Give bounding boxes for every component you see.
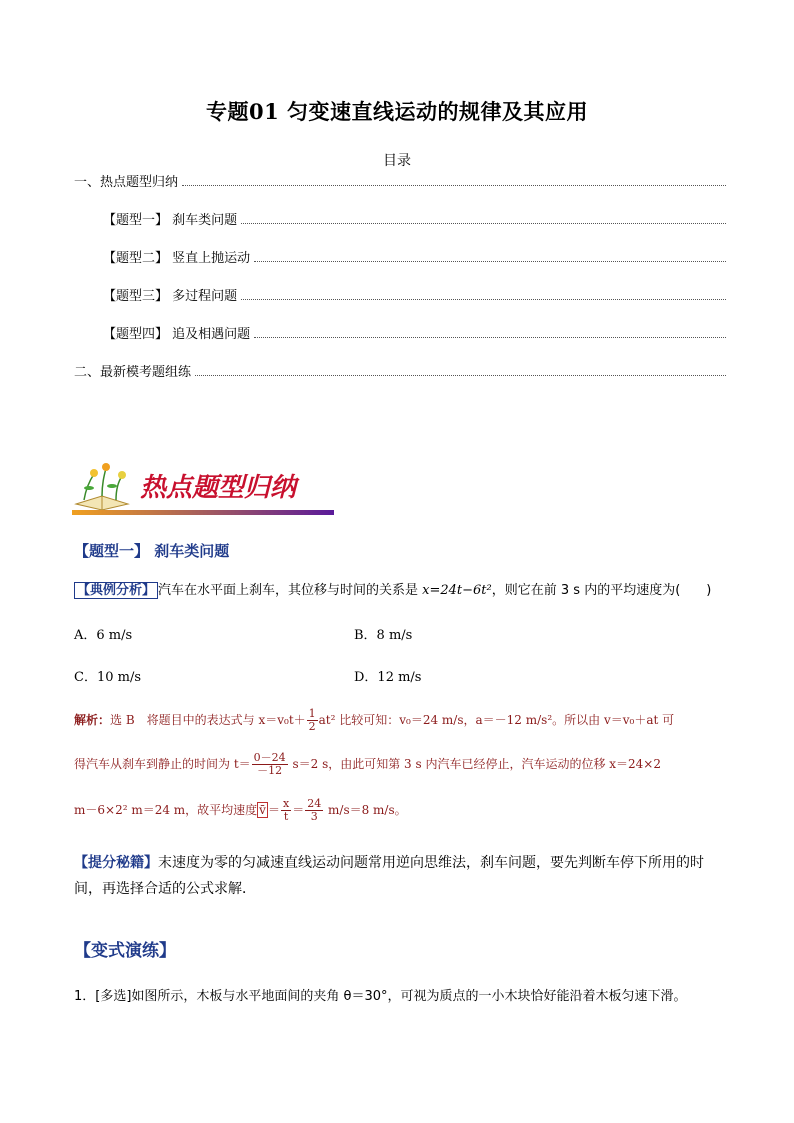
option-d[interactable]: D．12 m/s xyxy=(354,670,422,685)
solution-line xyxy=(74,708,674,733)
toc-item[interactable] xyxy=(74,172,726,190)
toc-item-label: 【题型三】 多过程问题 xyxy=(103,289,238,304)
solution-text: 选 B 将题目中的表达式与 x＝v₀t＋ xyxy=(110,713,306,727)
fraction-numerator: 24 xyxy=(307,797,322,810)
fraction xyxy=(305,798,323,823)
solution-line xyxy=(74,752,661,777)
fraction-denominator: t xyxy=(283,810,289,823)
toc-leader xyxy=(182,185,726,186)
toc-item-label: 【题型四】 追及相遇问题 xyxy=(103,327,251,342)
banner-bar xyxy=(72,510,334,515)
toc-item[interactable] xyxy=(103,286,726,304)
fraction-numerator: 1 xyxy=(308,707,316,720)
solution-text: m－6×2² m＝24 m，故平均速度 xyxy=(74,803,258,817)
option-b[interactable]: B．8 m/s xyxy=(354,628,413,643)
toc-item[interactable] xyxy=(103,324,726,342)
tip-tag: 【提分秘籍】 xyxy=(74,855,158,871)
toc-item-label: 【题型二】 竖直上抛运动 xyxy=(103,251,251,266)
fraction-denominator: －12 xyxy=(257,764,283,777)
option-a[interactable]: A．6 m/s xyxy=(74,628,133,643)
exercise-item: 1．[多选]如图所示，木板与水平地面间的夹角 θ＝30°，可视为质点的一小木块恰好能沿着木板匀速下滑。 xyxy=(74,989,687,1004)
banner-title: 热点题型归纳 xyxy=(140,473,297,503)
equals-sign: ＝ xyxy=(292,803,305,817)
solution-text: m/s＝8 m/s。 xyxy=(324,803,407,817)
fraction-numerator: x xyxy=(282,797,290,810)
toc-item[interactable] xyxy=(74,362,726,380)
equals-sign: ＝ xyxy=(267,803,280,817)
fraction-denominator: 2 xyxy=(308,720,316,733)
tip-paragraph xyxy=(74,850,724,902)
solution-text: s＝2 s，由此可知第 3 s 内汽车已经停止，汽车运动的位移 x＝24×2 xyxy=(288,757,662,771)
toc-leader xyxy=(254,337,726,338)
section-heading: 【题型一】 刹车类问题 xyxy=(74,542,230,560)
toc-leader xyxy=(241,223,726,224)
fraction xyxy=(307,708,318,733)
average-velocity-symbol: v̄ xyxy=(259,803,266,817)
toc-item-label: 【题型一】 刹车类问题 xyxy=(103,213,238,228)
section-banner xyxy=(72,460,334,516)
question-text-end: ，则它在前 3 s 内的平均速度为( ) xyxy=(491,583,712,598)
question-formula: x=24t−6t² xyxy=(422,583,492,598)
toc-item[interactable] xyxy=(103,210,726,228)
solution-label: 解析： xyxy=(74,713,111,727)
question-text: 汽车在水平面上刹车，其位移与时间的关系是 xyxy=(158,583,423,598)
variation-heading: 【变式演练】 xyxy=(74,941,176,961)
example-question xyxy=(74,581,711,601)
fraction xyxy=(281,798,291,823)
solution-text: 得汽车从刹车到静止的时间为 t＝ xyxy=(74,757,251,771)
toc-leader xyxy=(254,261,726,262)
fraction xyxy=(252,752,288,777)
fraction-denominator: 3 xyxy=(310,810,318,823)
tip-text: 末速度为零的匀减速直线运动问题常用逆向思维法，刹车问题，要先判断车停下所用的时间，再选择合适的公式求解． xyxy=(74,855,704,897)
toc-item-label: 二、最新模考题组练 xyxy=(74,365,192,380)
solution-line xyxy=(74,798,407,823)
toc-heading: 目录 xyxy=(383,153,411,169)
toc-item-label: 一、热点题型归纳 xyxy=(74,175,179,190)
toc-item[interactable] xyxy=(103,248,726,266)
solution-text: at² 比较可知：v₀＝24 m/s，a＝－12 m/s²。所以由 v＝v₀＋at 可 xyxy=(318,713,675,727)
toc-leader xyxy=(241,299,726,300)
option-c[interactable]: C．10 m/s xyxy=(74,670,141,685)
book-flowers-icon xyxy=(76,463,128,510)
example-tag: 【典例分析】 xyxy=(74,582,158,599)
toc-leader xyxy=(195,375,726,376)
fraction-numerator: 0－24 xyxy=(253,751,286,764)
page-title: 专题01 匀变速直线运动的规律及其应用 xyxy=(205,99,589,124)
